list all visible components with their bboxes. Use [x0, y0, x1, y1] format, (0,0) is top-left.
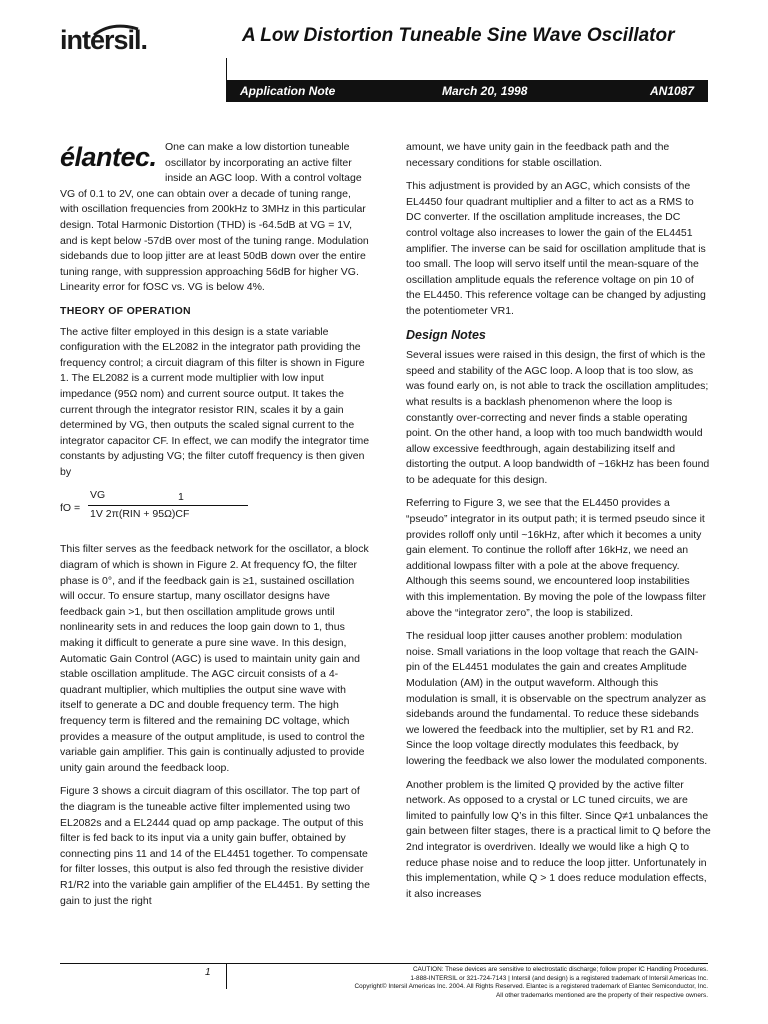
design-paragraph-2: Referring to Figure 3, we see that the EL4450 provides a “pseudo” integrator in its output path; it is termed pseudo since it provides rolloff only until ~16kHz, after which it becomes a unity gain element. To continue the rolloff after 16kHz, we need an additional lowpass filter with a pole at the above frequency. Although this seems sound, we encountered loop instabilities with this implementation. By moving the pole of the lowpass filter above the “integrator zero”, the loop is stabilized. [406, 497, 706, 619]
right-paragraph-2: This adjustment is provided by an AGC, which consists of the EL4450 four quadrant multiplier and a filter to act as a RMS to DC converter. If the oscillation amplitude increases, the DC control voltage also increases to lower the gain of the EL4451 amplifier. The inverse can be said for oscillation amplitude that is too small. The loop will servo itself until the mean-square of the oscillation amplitude equals the reference voltage on pin 10 of the EL4450. This reference voltage can be changed by adjusting the potentiometer VR1. [406, 180, 706, 317]
formula-fraction-bar [88, 505, 248, 506]
formula-lhs: fO = [60, 502, 81, 515]
theory-heading: THEORY OF OPERATION [60, 304, 191, 317]
doc-number: AN1087 [650, 84, 695, 98]
formula-numerator-one: 1 [178, 491, 184, 504]
theory-paragraph-1: The active filter employed in this design is a state variable configuration with the EL2082 in the integrator path providing the frequency control; a circuit diagram of this filter is shown in Figure 1. The EL2082 is a current mode multiplier with low input impedance (95Ω nom) and current source output. It takes the current through the integrator resistor RIN, scales it by a gain determined by VG, then outputs the scaled signal current to the integrator capacitor CF. In effect, we can modify the integrator time constants by adjusting VG; the filter cutoff frequency is then given by [60, 325, 370, 478]
design-notes-heading: Design Notes [406, 327, 486, 342]
intro-paragraph: One can make a low distortion tuneable oscillator by incorporating an active filter inside an AGC loop. With a control voltage VG of 0.1 to 2V, one can obtain over a decade of tuning range, with oscillation frequencies from 200kHz to 3MHz in this particular design. Total Harmonic Distortion (THD) is -64.5dB at VG = 1V, and is kept below -57dB over most of the tuning range. Modulation sidebands due to loop jitter are at least 50dB down over the entire tuning range, with suppression approaching 56dB for higher VG. Linearity error for fOSC vs. VG is below 4%. [60, 141, 369, 294]
footer-divider [60, 963, 708, 964]
theory-paragraph-3: Figure 3 shows a circuit diagram of this oscillator. The top part of the diagram is the tuneable active filter implemented using two EL2082s and a EL2444 quad op amp package. The output of this filter is fed back to its input via a unity gain buffer, obtained by connecting pins 11 and 14 of the EL4451 together. To compensate for filter losses, this output is also fed through the resistive divider R1/R2 into the variable gain amplifier of the EL4451. By setting the gain to just the right [60, 785, 370, 907]
design-paragraph-1: Several issues were raised in this design, the first of which is the speed and stability of the AGC loop. A loop that is too slow, as was found early on, is not able to track the oscillation amplitudes; what results is a backlash phenomenon where the loop is constantly over-correcting and never finds a stable operating point. On the other hand, a loop with too much bandwidth would allow excessive feedthrough, again destabilizing itself and distorting the output. A loop bandwidth of ~16kHz has been found to be adequate for this design. [406, 349, 710, 486]
document-title: A Low Distortion Tuneable Sine Wave Oscillator [242, 25, 675, 46]
doc-date: March 20, 1998 [442, 84, 528, 98]
doc-type: Application Note [240, 84, 336, 98]
header-divider [226, 58, 227, 80]
elantec-logo: élantec. [60, 142, 157, 172]
design-paragraph-3: The residual loop jitter causes another problem: modulation noise. Small variations in the loop voltage that reach the GAIN- pin of the EL4451 modulates the gain and creates Amplitude Modulation (AM) in the output waveform. Although this modulation is small, it is observable on the spectrum analyzer as sidebands around the fundamental. To reduce these sidebands we lowered the feedback into the multiplier, set by R1 and R2. Since the loop voltage directly modulates this feedback, by lowering the feedback we also lower the modulated components. [406, 630, 708, 767]
design-paragraph-4: Another problem is the limited Q provided by the active filter network. As opposed to a crystal or LC tuned circuits, we are limited to painfully low Q’s in this filter. Since Q≠1 unbalances the gain between filter stages, there is a practical limit to Q before the 2nd integrator is overdriven. Ideally we would like a high Q to reduce phase noise and to reduce the loop jitter. Unfortunately in this implementation, while Q > 1 does reduce modulation effects, it also increases [406, 778, 711, 900]
footer-line-2: 1-888-INTERSIL or 321-724-7143 | Intersil (and design) is a registered trademark of Intersil Americas Inc. [410, 974, 708, 982]
intersil-logo: intersil. [60, 25, 148, 55]
page-number: 1 [205, 967, 211, 978]
column-left [60, 140, 370, 917]
formula-denominator: 1V 2π(RIN + 95Ω)CF [90, 508, 190, 521]
right-paragraph-1: amount, we have unity gain in the feedback path and the necessary conditions for stable oscillation. [406, 141, 670, 169]
header-banner [226, 80, 708, 102]
footer-vertical-divider [226, 963, 227, 989]
cutoff-formula [60, 488, 370, 534]
footer-line-1: CAUTION: These devices are sensitive to electrostatic discharge; follow proper IC Handling Procedures. [412, 966, 708, 973]
formula-numerator-vg: VG [90, 489, 106, 502]
footer-line-3: Copyright© Intersil Americas Inc. 2004. All Rights Reserved. Elantec is a registered trademark of Elantec Semiconductor, Inc. [354, 983, 708, 991]
theory-paragraph-2: This filter serves as the feedback network for the oscillator, a block diagram of which is shown in Figure 2. At frequency fO, the filter phase is 0°, and if the feedback gain is ≥1, sustained oscillation will occur. To ensure startup, many oscillator designs have feedback gain >1, but then oscillation amplitude grows until nonlinearity sets in and reduces the loop gain down to 1, thus making it difficult to generate a pure sine wave. In this design, Automatic Gain Control (AGC) is used to maintain unity gain and stable oscillation amplitude. The AGC circuit consists of a 4-quadrant multiplier, which multiplies the output sine wave with itself to generate a DC and double frequency term. The high frequency term is filtered and the remaining DC voltage, which provides a measure of the output amplitude, is used to control the variable gain amplifier. This gain is continually adjusted to provide unity gain around the feedback loop. [60, 543, 369, 774]
footer-line-4: All other trademarks mentioned are the property of their respective owners. [495, 991, 708, 999]
logo-swoosh-icon [92, 23, 140, 37]
footer-legal [248, 966, 708, 1000]
column-right [406, 140, 711, 910]
